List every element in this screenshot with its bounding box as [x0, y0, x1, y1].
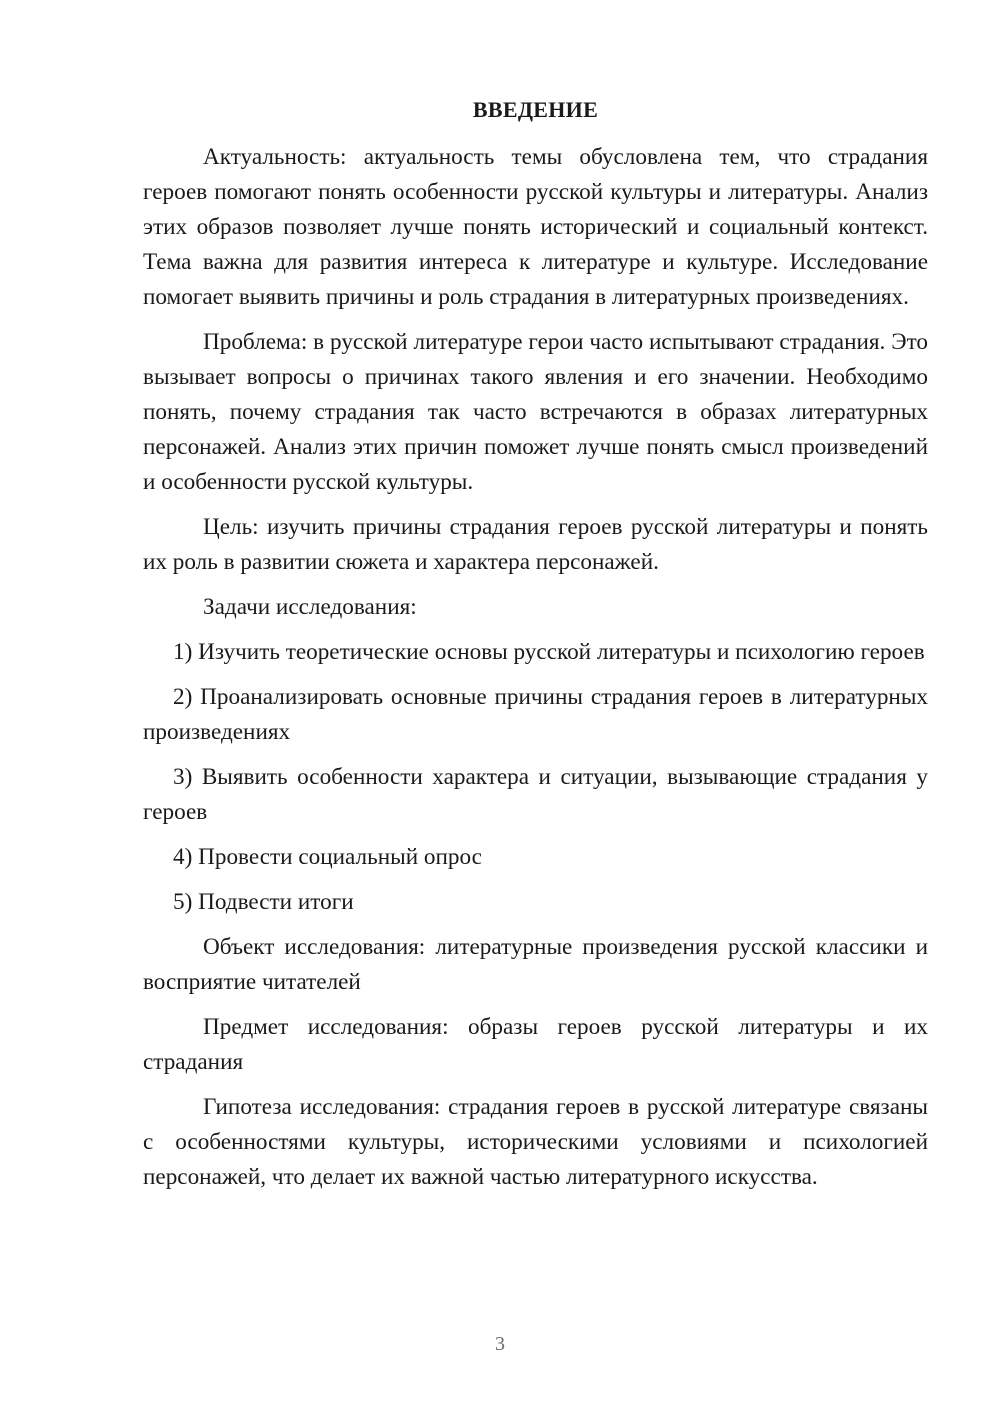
list-item: 1) Изучить теоретические основы русской литературы и психологию героев — [173, 639, 925, 665]
object-paragraph: Объект исследования: литературные произведения русской классики и восприятие читателей — [143, 934, 928, 995]
relevance-paragraph: Актуальность: актуальность темы обусловлена тем, что страдания героев помогают понять особенности русской культуры и литературы. Анализ этих образов позволяет лучше понять исторический и социальный контекст. Тема важна для развития интереса к литературе и культуре. Исследование помогает выявить причины и роль страдания в литературных произведениях. — [143, 144, 928, 310]
list-item: 2) Проанализировать основные причины страдания героев в литературных произведениях — [143, 684, 928, 745]
list-item: 4) Провести социальный опрос — [173, 844, 482, 870]
goal-paragraph: Цель: изучить причины страдания героев русской литературы и понять их роль в развитии сюжета и характера персонажей. — [143, 514, 928, 575]
tasks-heading: Задачи исследования: — [203, 594, 417, 620]
list-item: 3) Выявить особенности характера и ситуации, вызывающие страдания у героев — [143, 764, 928, 825]
subject-paragraph: Предмет исследования: образы героев русской литературы и их страдания — [143, 1014, 928, 1075]
problem-paragraph: Проблема: в русской литературе герои часто испытывают страдания. Это вызывает вопросы о причинах такого явления и его значении. Необходимо понять, почему страдания так часто встречаются в образах литературных персонажей. Анализ этих причин поможет лучше понять смысл произведений и особенности русской культуры. — [143, 329, 928, 495]
hypothesis-paragraph: Гипотеза исследования: страдания героев в русской литературе связаны с особенностями культуры, историческими условиями и психологией персонажей, что делает их важной частью литературного искусства. — [143, 1094, 928, 1190]
tasks-list — [143, 635, 928, 920]
section-title: ВВЕДЕНИЕ — [472, 97, 599, 122]
page-number: 3 — [495, 1333, 505, 1355]
list-item: 5) Подвести итоги — [173, 889, 354, 915]
document-page — [143, 92, 928, 1205]
